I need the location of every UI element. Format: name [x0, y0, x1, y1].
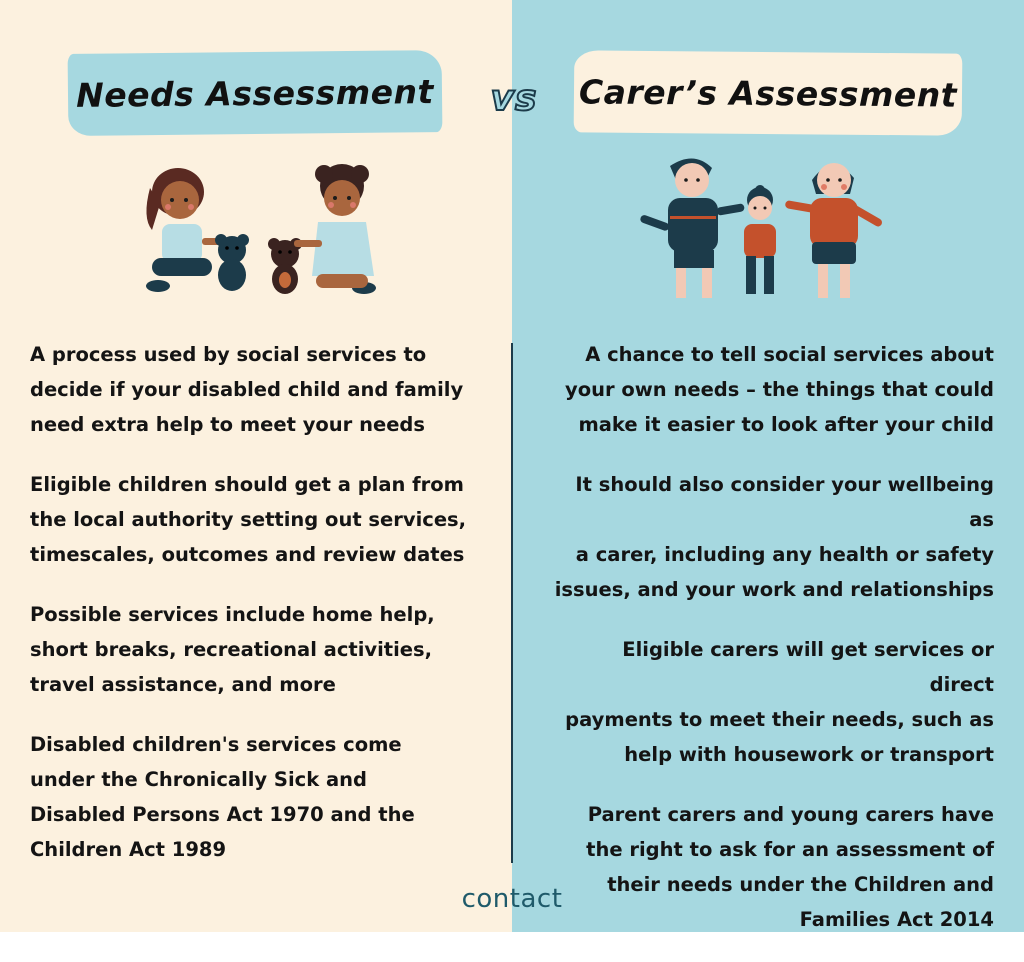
needs-paragraph-4: Disabled children's services come under the Chronically Sick and Disabled Persons Act 1970 and the Children Act 1989 — [30, 733, 415, 861]
children-with-teddies-illustration — [128, 158, 390, 304]
carers-paragraph-2: It should also consider your wellbeing as a carer, including any health or safety issues, and your work and relationships — [554, 473, 994, 601]
carers-assessment-column — [554, 337, 994, 962]
needs-paragraph-3: Possible services include home help, short breaks, recreational activities, travel assistance, and more — [30, 603, 435, 696]
mother-figure — [785, 163, 884, 298]
versus-label: vs — [490, 78, 538, 119]
needs-assessment-column — [30, 337, 470, 892]
carers-paragraph-3: Eligible carers will get services or direct payments to meet their needs, such as help with housework or transport — [565, 638, 994, 766]
center-divider — [511, 343, 513, 863]
needs-paragraph-2: Eligible children should get a plan from the local authority setting out services, timescales, outcomes and review dates — [30, 473, 467, 566]
girl-right-figure — [294, 164, 376, 294]
needs-paragraph-1: A process used by social services to decide if your disabled child and family need extra help to meet your needs — [30, 343, 464, 436]
carers-assessment-title: Carer’s Assessment — [574, 50, 963, 135]
needs-assessment-title: Needs Assessment — [68, 50, 443, 136]
contact-logo: contact — [461, 884, 563, 914]
carers-paragraph-4: Parent carers and young carers have the right to ask for an assessment of their needs under the Children and Families Act 2014 — [586, 803, 994, 931]
family-illustration — [636, 150, 898, 304]
blue-teddy-figure — [215, 234, 249, 291]
carers-paragraph-1: A chance to tell social services about your own needs – the things that could make it easier to look after your child — [565, 343, 994, 436]
girl-left-figure — [146, 168, 228, 292]
father-figure — [639, 158, 745, 298]
child-figure — [744, 185, 776, 294]
